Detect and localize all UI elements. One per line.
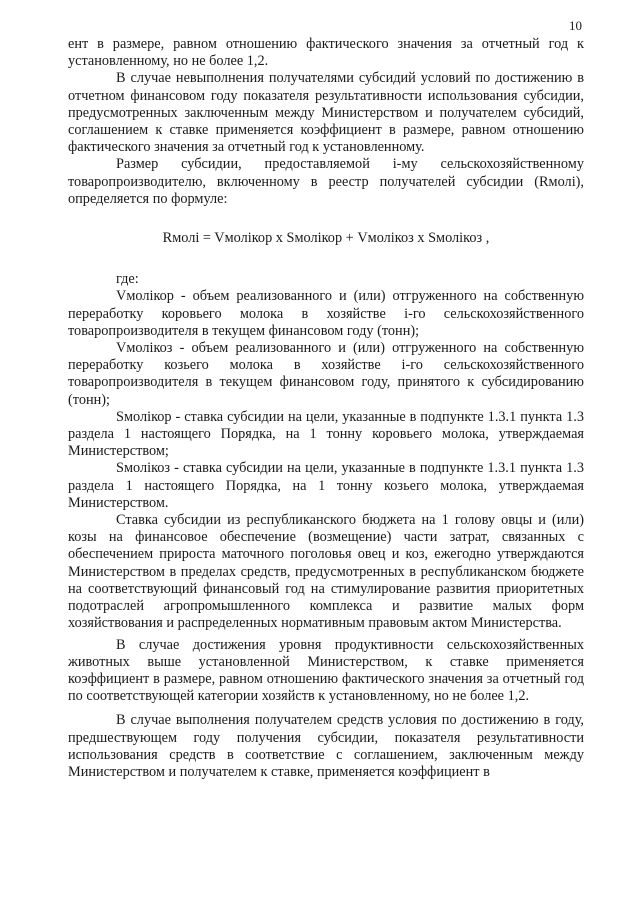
document-body [68,36,584,781]
definition-goat-milk-volume: Vмолiкоз - объем реализованного и (или) отгруженного на собственную переработку козьего молока в хозяйстве i-го сельскохозяйственного товаропроизводителя в текущем финансовом году, принятого к субсидированию (тонн); [68,340,584,408]
paragraph-sheep-goat-rate: Ставка субсидии из республиканского бюджета на 1 голову овцы и (или) козы на финансовое обеспечение (возмещение) части затрат, связанных с обеспечением прироста маточного поголовья овец и коз, ежегодно утверждаются Министерством в пределах средств, предусмотренных в республиканском бюджете на соответствующий финансовый год на стимулирование развития приоритетных подотраслей агропромышленного комплекса и развитие малых форм хозяйствования и распределенных нормативным правовым актом Министерства. [68,512,584,632]
paragraph-result-indicator: В случае выполнения получателем средств условия по достижению в году, предшествующем году получения субсидии, показателя результативности использования средств в соответствие с соглашением, заключенным между Министерством и получателем к ставке, применяется коэффициент в [68,712,584,780]
definition-cow-milk-volume: Vмолiкор - объем реализованного и (или) отгруженного на собственную переработку коровьего молока в хозяйстве i-го сельскохозяйственного товаропроизводителя в текущем финансовом году (тонн); [68,288,584,339]
formula: Rмолi = Vмолiкор x Sмолiкор + Vмолiкоз x Sмолiкоз , [162,230,490,247]
paragraph-continuation: ент в размере, равном отношению фактического значения за отчетный год к установленному, но не более 1,2. [68,36,584,70]
paragraph-subsidy-size: Размер субсидии, предоставляемой i-му сельскохозяйственному товаропроизводителю, включенному в реестр получателей субсидии (Rмолi), определяется по формуле: [68,156,584,207]
definition-cow-milk-rate: Sмолiкор - ставка субсидии на цели, указанные в подпункте 1.3.1 пункта 1.3 раздела 1 настоящего Порядка, на 1 тонну коровьего молока, утверждаемая Министерством; [68,408,584,460]
definition-goat-milk-rate: Sмолiкоз - ставка субсидии на цели, указанные в подпункте 1.3.1 пункта 1.3 раздела 1 настоящего Порядка, на 1 тонну козьего молока, утверждаемая Министерством. [68,460,584,511]
page-number: 10 [569,18,582,33]
paragraph-productivity: В случае достижения уровня продуктивности сельскохозяйственных животных выше установленной Министерством, к ставке применяется коэффициент в размере, равном отношению фактического значения за отчетный год по соответствующей категории хозяйств к установленному, но не более 1,2. [68,636,584,705]
formula-where-label: где: [116,271,139,288]
paragraph-coefficient-failure: В случае невыполнения получателями субсидий условий по достижению в отчетном финансовом году показателя результативности использования субсидии, предусмотренных заключенным между Министерством и получателем субсидий, соглашением к ставке применяется коэффициент в размере, равном отношению фактического значения за отчетный год к установленному. [68,70,584,156]
